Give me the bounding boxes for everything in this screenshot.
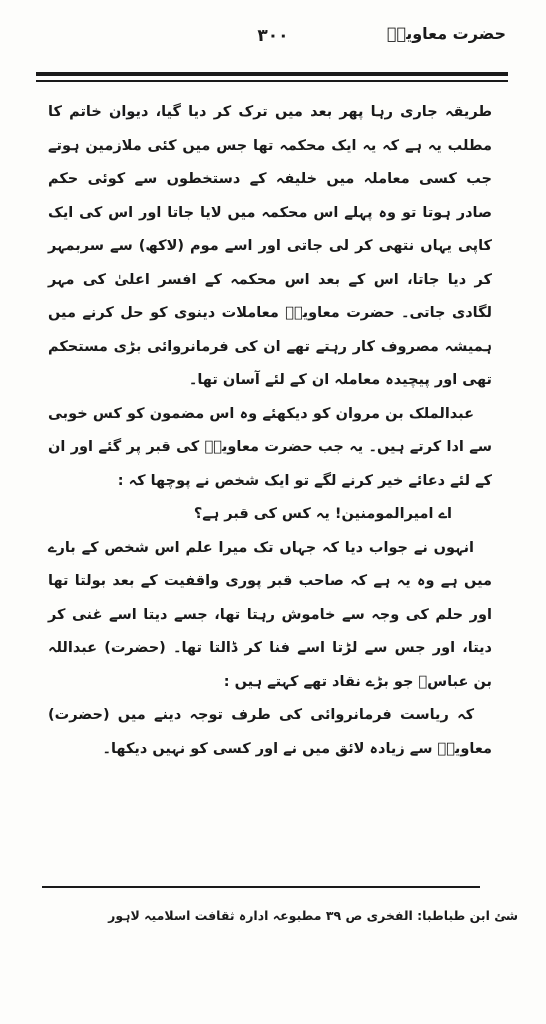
- paragraph-4: انہوں نے جواب دیا کہ جہاں تک میرا علم اس شخص کے بارے میں ہے وہ یہ ہے کہ صاحب قبر پوری واقفیت کے بعد بولتا تھا اور حلم کی وجہ سے خاموش رہتا تھا، جسے دیتا اسے غنی کر دیتا، اور جس سے لڑتا اسے فنا کر ڈالتا تھا۔ (حضرت) عبداللہ بن عباسؓ جو بڑے نقاد تھے کہتے ہیں :: [48, 539, 492, 690]
- footnote-rule: [42, 886, 480, 888]
- header-rule-thick: [36, 72, 508, 76]
- page-header: [40, 18, 506, 70]
- running-title: حضرت معاویہؓ: [387, 24, 506, 43]
- body-text: [48, 96, 492, 766]
- paragraph-5: کہ ریاست فرمانروائی کی طرف توجہ دینے میں (حضرت) معاویہؓ سے زیادہ لائق میں نے اور کسی کو نہیں دیکھا۔: [48, 707, 492, 757]
- paragraph-1: طریقہ جاری رہا پھر بعد میں ترک کر دیا گیا، دیوان خاتم کا مطلب یہ ہے کہ یہ ایک محکمہ تھا جس میں کئی ملازمین ہوتے جب کسی معاملہ میں خلیفہ کے دستخطوں سے کوئی حکم صادر ہوتا تو وہ پہلے اس محکمہ میں لایا جاتا اور اس کی ایک کاپی یہاں نتھی کر لی جاتی اور اسے موم (لاکھ) سے سربمہر کر دیا جاتا، اس کے بعد اس محکمہ کے افسر اعلیٰ کی مہر لگادی جاتی۔ حضرت معاویہؓ معاملات دینوی کو حل کرنے میں ہمیشہ مصروف کار رہتے تھے ان کی فرمانروائی بڑی مستحکم تھی اور پیچیدہ معاملہ ان کے لئے آسان تھا۔: [48, 104, 492, 388]
- paragraph-2: عبدالملک بن مروان کو دیکھئے وہ اس مضمون کو کس خوبی سے ادا کرتے ہیں۔ یہ جب حضرت معاویہؓ کی قبر پر گئے اور ان کے لئے دعائے خیر کرنے لگے تو ایک شخص نے پوچھا کہ :: [48, 405, 492, 489]
- paragraph-3: اے امیرالمومنین! یہ کس کی قبر ہے؟: [193, 506, 452, 522]
- page-number: ۳۰۰: [257, 26, 289, 46]
- footnote: شئ ابن طباطبا: الفخری ص ۳۹ مطبوعہ ادارہ ثقافت اسلامیہ لاہور: [108, 908, 518, 923]
- header-rule-thin: [36, 80, 508, 82]
